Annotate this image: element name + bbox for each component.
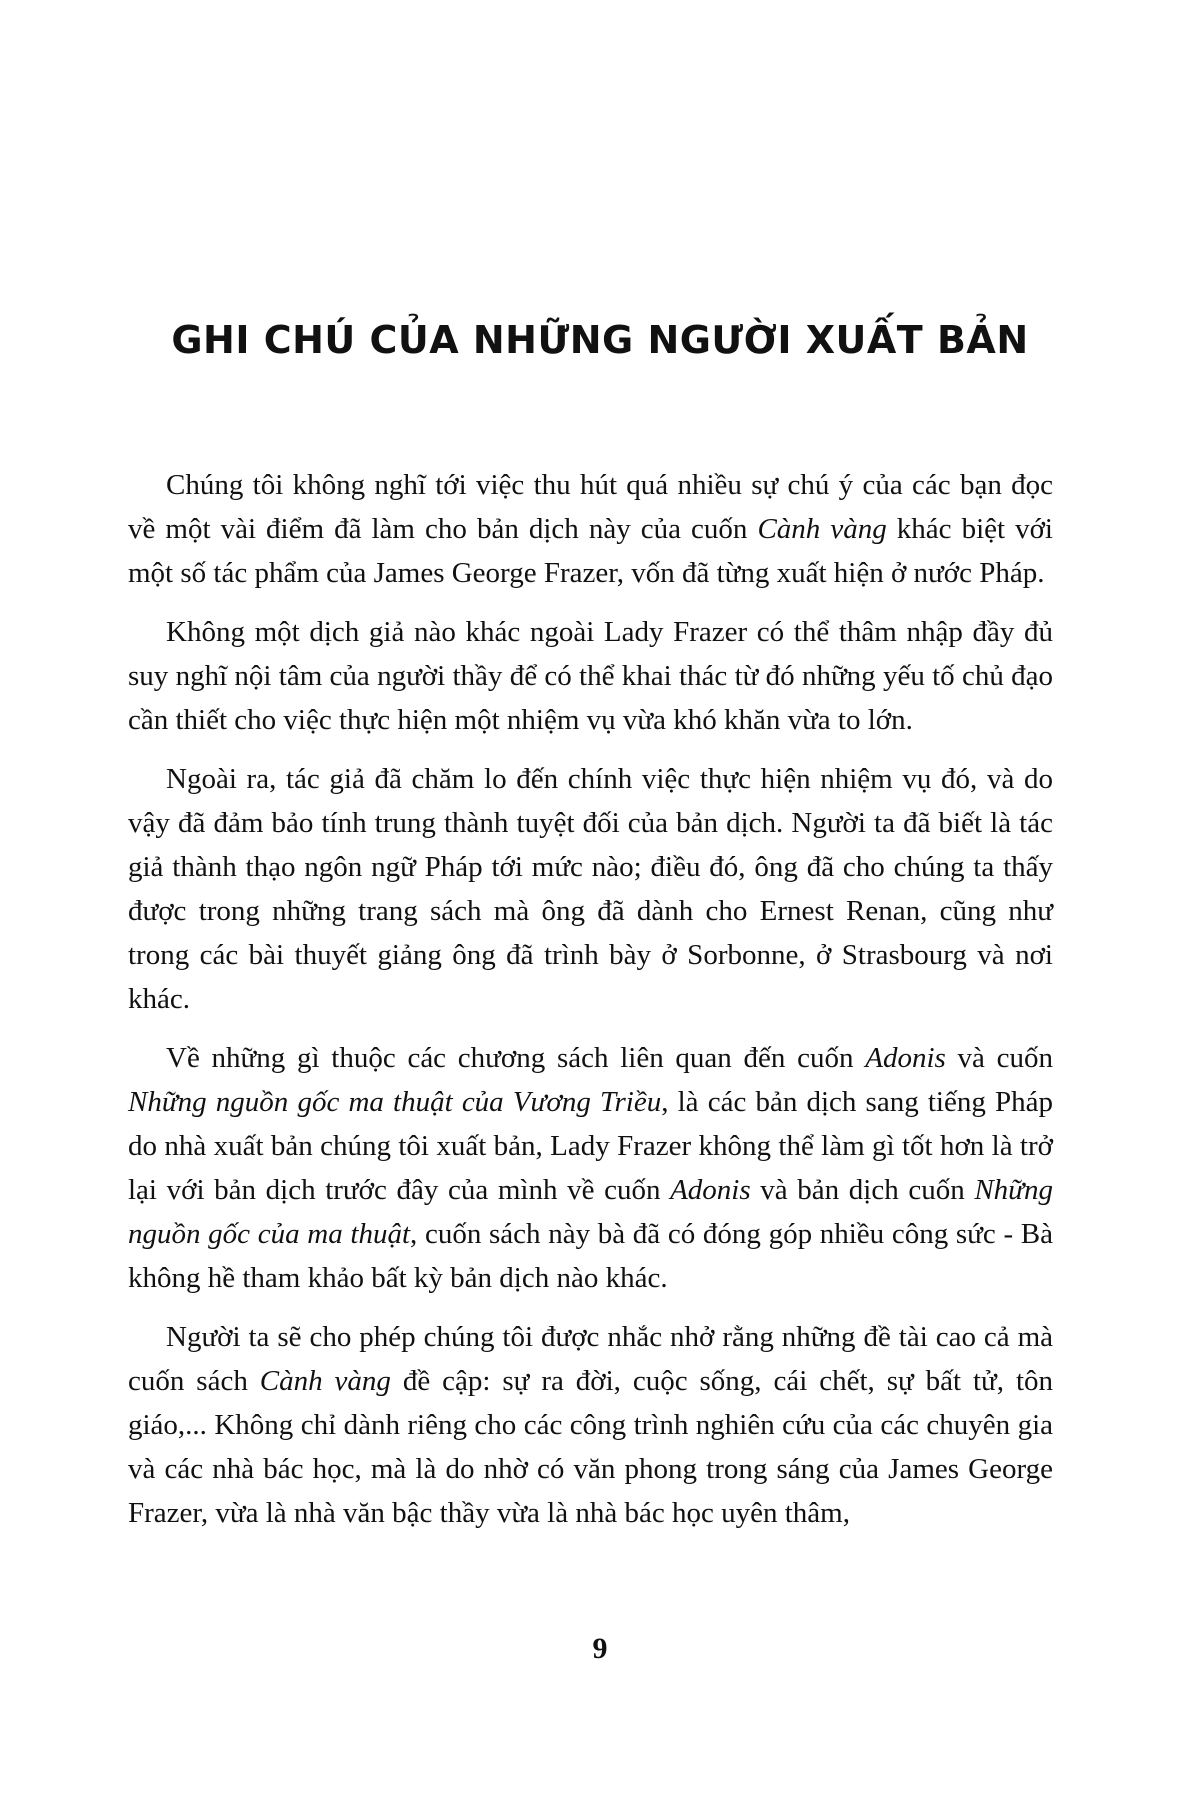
italic-book-title: Cành vàng — [259, 1365, 391, 1397]
body-text — [128, 463, 1053, 1550]
text-run: Không một dịch giả nào khác ngoài Lady Frazer có thể thâm nhập đầy đủ suy nghĩ nội tâm của người thầy để có thể khai thác từ đó những yếu tố chủ đạo cần thiết cho việc thực hiện một nhiệm vụ vừa khó khăn vừa to lớn. — [128, 616, 1053, 736]
italic-book-title: Những nguồn gốc của ma thuật — [128, 1174, 1053, 1250]
paragraph — [128, 463, 1053, 595]
text-run: Người ta sẽ cho phép chúng tôi được nhắc nhở rằng những đề tài cao cả mà cuốn sách — [128, 1321, 1053, 1397]
text-run: , là các bản dịch sang tiếng Pháp do nhà xuất bản chúng tôi xuất bản, Lady Frazer không thể làm gì tốt hơn là trở lại với bản dịch trước đây của mình về cuốn — [128, 1086, 1053, 1206]
text-run: , cuốn sách này bà đã có đóng góp nhiều công sức - Bà không hề tham khảo bất kỳ bản dịch nào khác. — [128, 1218, 1053, 1294]
page-title: GHI CHÚ CỦA NHỮNG NGƯỜI XUẤT BẢN — [171, 318, 1029, 362]
paragraph — [128, 1036, 1053, 1300]
text-run: Về những gì thuộc các chương sách liên quan đến cuốn — [166, 1042, 866, 1074]
text-run: Ngoài ra, tác giả đã chăm lo đến chính việc thực hiện nhiệm vụ đó, và do vậy đã đảm bảo tính trung thành tuyệt đối của bản dịch. Người ta đã biết là tác giả thành thạo ngôn ngữ Pháp tới mức nào; điều đó, ông đã cho chúng ta thấy được trong những trang sách mà ông đã dành cho Ernest Renan, cũng như trong các bài thuyết giảng ông đã trình bày ở Sorbonne, ở Strasbourg và nơi khác. — [128, 763, 1053, 1015]
paragraph — [128, 610, 1053, 742]
italic-book-title: Adonis — [670, 1174, 751, 1206]
text-run: và cuốn — [945, 1042, 1054, 1074]
paragraph — [128, 757, 1053, 1021]
page-number: 9 — [592, 1632, 608, 1665]
text-run: Chúng tôi không nghĩ tới việc thu hút quá nhiều sự chú ý của các bạn đọc về một vài điểm đã làm cho bản dịch này của cuốn — [128, 469, 1053, 545]
paragraph — [128, 1315, 1053, 1535]
italic-book-title: Adonis — [865, 1042, 946, 1074]
text-run: đề cập: sự ra đời, cuộc sống, cái chết, sự bất tử, tôn giáo,... Không chỉ dành riêng cho các công trình nghiên cứu của các chuyên gia và các nhà bác học, mà là do nhờ có văn phong trong sáng của James George Frazer, vừa là nhà văn bậc thầy vừa là nhà bác học uyên thâm, — [128, 1365, 1053, 1529]
italic-book-title: Cành vàng — [757, 513, 887, 545]
italic-book-title: Những nguồn gốc ma thuật của Vương Triều — [128, 1086, 662, 1118]
text-run: khác biệt với một số tác phẩm của James George Frazer, vốn đã từng xuất hiện ở nước Pháp. — [128, 513, 1053, 589]
text-run: và bản dịch cuốn — [750, 1174, 975, 1206]
